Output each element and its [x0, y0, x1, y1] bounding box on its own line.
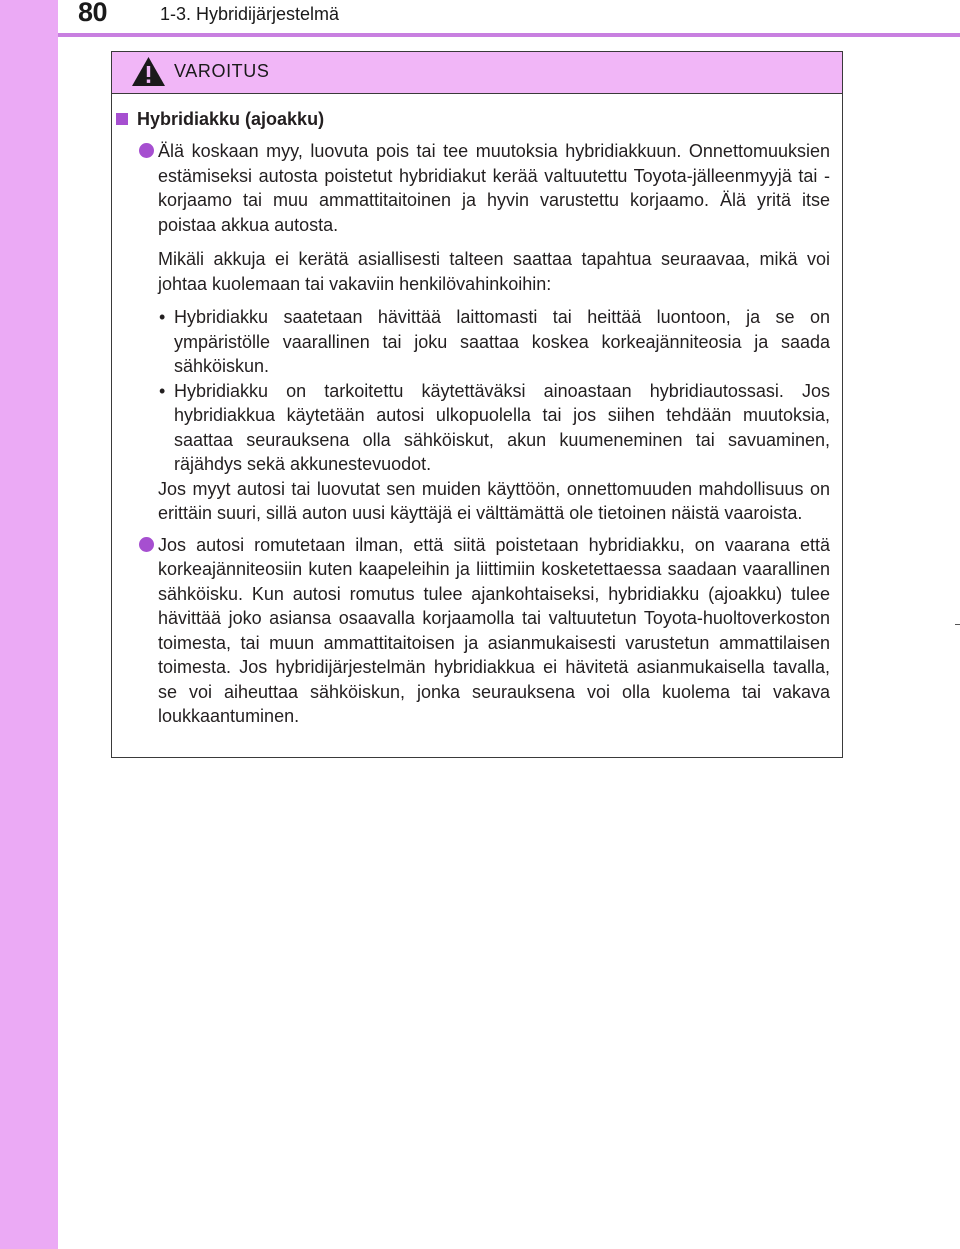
warning-box	[111, 51, 843, 758]
paragraph: Mikäli akkuja ei kerätä asiallisesti talteen saattaa tapahtua seuraavaa, mikä voi johtaa kuolemaan tai vakaviin henkilövahinkoihin:	[158, 249, 830, 294]
list-item	[158, 379, 830, 477]
section-title: 1-3. Hybridijärjestelmä	[160, 4, 340, 24]
page-number: 80	[78, 0, 108, 27]
paragraph: Jos myyt autosi tai luovutat sen muiden käyttöön, onnettomuuden mahdollisuus on erittäin suuri, sillä auton uusi käyttäjä ei välttämättä ole tietoinen näistä vaaroista.	[158, 478, 830, 523]
warning-triangle-icon	[131, 56, 166, 87]
sub-heading-text: Hybridiakku (ajoakku)	[137, 109, 325, 129]
list-bullet-icon: •	[159, 307, 166, 327]
header-rule	[58, 33, 960, 37]
warning-entry-2	[112, 533, 844, 729]
list-item-text: Hybridiakku on tarkoitettu käytettäväksi ainoastaan hybridiautossasi. Jos hybridiakkua käytetään autosi ulkopuolella tai jos siihen tehdään muutoksia, saattaa seurauksena olla sähköiskut, akun kuumeneminen tai savuaminen, räjähdys sekä akkunestevuodot.	[174, 380, 830, 474]
side-color-strip	[0, 0, 58, 1249]
sub-heading	[112, 107, 844, 132]
warning-entry-1	[112, 139, 844, 526]
list-item-text: Hybridiakku saatetaan hävittää laittomasti tai heittää luontoon, ja se on ympäristölle vaarallinen tai joku saattaa koskea korkeajänniteosia ja saada sähköiskun.	[174, 307, 830, 376]
square-bullet-icon	[116, 113, 128, 125]
warning-header	[112, 52, 842, 94]
round-bullet-icon	[139, 143, 154, 158]
list-item	[158, 305, 830, 379]
consequence-list	[158, 305, 830, 477]
margin-tick	[955, 624, 960, 625]
warning-label: VAROITUS	[174, 61, 270, 81]
warning-body	[112, 107, 844, 729]
paragraph: Älä koskaan myy, luovuta pois tai tee muutoksia hybridiakkuun. Onnettomuuksien estämiseksi autosta poistetut hybridiakut kerää valtuutettu Toyota-jälleenmyyjä tai -korjaamo tai muu ammattitaitoinen ja hyvin varustettu korjaamo. Älä yritä itse poistaa akkua autosta.	[158, 141, 830, 235]
paragraph: Jos autosi romutetaan ilman, että siitä poistetaan hybridiakku, on vaarana että korkeajänniteosiin kuten kaapeleihin ja liittimiin kosketettaessa saadaan vaarallinen sähköisku. Kun autosi romutus tulee ajankohtaiseksi, hybridiakku (ajoakku) tulee hävittää joko asiansa osaavalla korjaamolla tai valtuutetun Toyota-huoltoverkoston toimesta, tai muun ammattitaitoisen ja asianmukaisesti varustetun ammattilaisen toimesta. Jos hybridijärjestelmän hybridiakkua ei hävitetä asianmukaisella tavalla, se voi aiheuttaa sähköiskun, jonka seurauksena voi olla kuolema tai vakava loukkaantuminen.	[158, 534, 830, 726]
round-bullet-icon	[139, 537, 154, 552]
list-bullet-icon: •	[159, 380, 166, 401]
